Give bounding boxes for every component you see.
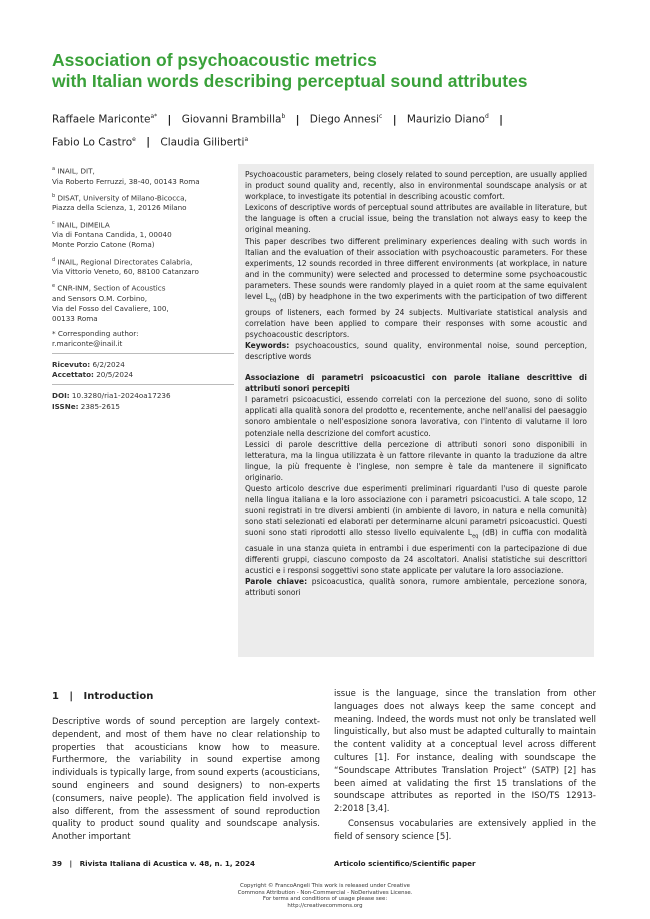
abstract-it-title: Associazione di parametri psicoacustici con parole italiane descrittive di attributi sonori percepiti [245, 373, 587, 394]
affiliations-column [52, 164, 234, 416]
copyright-line: Commons Attribution - Non-Commercial - NoDerivatives License. [237, 889, 413, 896]
keywords-it [245, 576, 587, 598]
affiliation-line: Monte Porzio Catone (Roma) [52, 240, 155, 250]
received-label: Ricevuto: [52, 360, 91, 369]
corresponding-author [52, 329, 234, 349]
abstract-en-p3 [245, 236, 587, 340]
affiliation-a [52, 164, 234, 187]
author-sup: b [281, 113, 286, 120]
author-sup: a [244, 135, 249, 143]
abstract-it-p1: I parametri psicoacustici, essendo correlati con la percezione del suono, sono di solito applicati alla qualità sonora del prodotto e, recentemente, anche nell'analisi del paesaggio sonoro ambientale o nell'esposizione sonora lavorativa, con l'intento di valutarne il loro potenziale nella descrizione del comfort acustico. [245, 395, 587, 438]
doi-label: DOI: [52, 391, 70, 401]
affiliation-sup: e [52, 283, 56, 290]
author-separator: | [167, 113, 172, 126]
affiliation-line: Via del Fosso del Cavaliere, 100, [52, 304, 169, 314]
copyright-line: Copyright © FrancoAngeli This work is released under Creative [239, 883, 410, 889]
abstract-en-p2: Lexicons of descriptive words of perceptual sound attributes are available in literature, but the language is often a crucial issue, being the translation not always easy to keep the original meaning. [245, 203, 587, 235]
author-sup: e [132, 135, 136, 143]
abstract-box [238, 164, 594, 657]
affiliation-line: INAIL, DIT, [57, 166, 95, 176]
author-separator: | [499, 113, 503, 126]
body-column-2 [334, 688, 596, 844]
affiliation-c [52, 218, 234, 251]
copyright-line: For terms and conditions of usage please see: [262, 896, 388, 903]
affiliation-d [52, 255, 234, 278]
corresponding-email[interactable]: r.mariconte@inail.it [52, 338, 123, 348]
author-name: Fabio Lo Castro [52, 136, 133, 148]
divider [52, 384, 234, 385]
keywords-text: psychoacoustics, sound quality, environmental noise, sound perception, descriptive words [245, 340, 587, 361]
author-name: Raffaele Mariconte [52, 113, 151, 126]
author-name: Diego Annesi [309, 113, 380, 126]
affiliation-line: Piazza della Scienza, 1, 20126 Milano [52, 203, 187, 213]
author-sup: a* [150, 113, 158, 120]
title-line-2: with Italian words describing perceptual sound attributes [52, 71, 528, 91]
keywords-label: Parole chiave: [245, 577, 308, 587]
abstract-it-p3 [245, 483, 587, 576]
subscript: eq [472, 533, 479, 540]
affiliation-line: INAIL, Regional Directorates Calabria, [57, 256, 193, 266]
affiliation-line: 00133 Roma [52, 314, 98, 324]
affiliation-sup: b [52, 192, 56, 199]
author-separator: | [295, 113, 300, 126]
body-paragraph: issue is the language, since the translation from other languages does not always keep the same concept and meaning. Indeed, the words must not only be translated well linguistically, but also must be adapted culturally to maintain the content validity at a conceptual level across different cultures [1]. For instance, dealing with soundscape the “Soundscape Attributes Translation Project” (SATP) [2] has been aimed at validating the first 15 translations of the soundscape attributes as reported in the ISO/TS 12913-2:2018 [3,4]. [334, 689, 596, 815]
abstract-text: (dB) by headphone in the two experiments with the participation of two different groups of listeners, each formed by 24 subjects. Multivariate statistical analysis and correlation have been applied to compare their responses with some acoustic and psychoacoustic descriptors. [245, 292, 587, 339]
abstract-text: This paper describes two different preliminary experiences dealing with such words in Italian and the evaluation of their association with psychoacoustic parameters. For these experiments, 12 sounds recorded in three different environments (at workplace, in nature and in the community) were selected and processed to determine some psychoacoustic parameters. These sounds were randomly played in a quiet room at the same equivalent level L [245, 236, 587, 302]
title-line-1: Association of psychoacoustic metrics [52, 50, 377, 70]
section-heading: 1 | Introduction [52, 691, 154, 702]
keywords-label: Keywords: [245, 340, 290, 350]
accepted-label: Accettato: [52, 370, 94, 380]
affiliation-line: Via Roberto Ferruzzi, 38-40, 00143 Roma [52, 176, 200, 186]
license-link[interactable]: http://creativecommons.org [287, 902, 363, 909]
issn-label: ISSNe: [52, 401, 79, 411]
doi-value[interactable]: 10.3280/ria1-2024oa17236 [71, 391, 171, 401]
keywords-text: psicoacustica, qualità sonora, rumore ambientale, percezione sonora, attributi sonori [245, 577, 587, 598]
author-separator: | [392, 113, 397, 126]
affiliation-b [52, 191, 234, 214]
corresponding-label: * Corresponding author: [52, 328, 139, 338]
body-column-1 [52, 716, 320, 844]
body-paragraph: Descriptive words of sound perception are largely context-dependent, and most of them have no clear relationship to properties that acousticians know how to measure. Furthermore, the variability in sound expertise among individuals is typically large, from sound experts (acousticians, sound engineers and sound designers) to non-experts (consumers, naive people). The application field involved is also different, from the assessment of sound reproduction quality to product sound quality and soundscape analysis. Another important [52, 717, 320, 843]
accepted-date: 20/5/2024 [96, 370, 134, 380]
received-date: 6/2/2024 [92, 360, 125, 369]
affiliation-sup: d [52, 256, 56, 263]
author-name: Claudia Giliberti [160, 136, 245, 148]
divider [52, 353, 234, 354]
affiliation-line: and Sensors O.M. Corbino, [52, 293, 148, 303]
affiliation-e [52, 281, 234, 324]
abstract-text: (dB) in cuffia con modalità casuale in una stanza quieta in entrambi i due esperimenti con la partecipazione di due differenti gruppi, ciascuno composto da 24 ascoltatori. Analisi statistiche sui descrittori acustici e i responsi soggettivi sono state applicate per valutare la loro associazione. [245, 528, 587, 576]
copyright-notice [200, 883, 450, 909]
keywords-en [245, 340, 587, 362]
author-sup: d [484, 113, 489, 120]
dates [52, 360, 234, 380]
author-sup: c [379, 113, 383, 120]
affiliation-line: Via Vittorio Veneto, 60, 88100 Catanzaro [52, 267, 199, 277]
issn-value: 2385-2615 [80, 401, 120, 411]
body-paragraph: Consensus vocabularies are extensively applied in the field of sensory science [5]. [334, 818, 596, 842]
affiliation-line: INAIL, DIMEILA [57, 219, 110, 229]
abstract-en-p1: Psychoacoustic parameters, being closely related to sound perception, are usually applied in product sound quality and, recently, also in environmental soundscape analysis or at workplace, to investigate its potential in describing acoustic comfort. [245, 170, 587, 202]
footer-article-type: Articolo scientifico/Scientific paper [334, 859, 476, 868]
abstract-it-p2: Lessici di parole descrittive della percezione di attributi sonori sono disponibili in letteratura, ma la lingua utilizzata è un fattore rilevante in quanto la traduzione da altre lingue, la più frequente è l'inglese, non sempre è tale da mantenere il significato originario. [245, 439, 587, 482]
author-name: Giovanni Brambilla [181, 113, 282, 126]
author-name: Maurizio Diano [406, 113, 485, 126]
affiliation-sup: a [52, 166, 56, 172]
affiliation-line: DISAT, University of Milano-Bicocca, [57, 193, 187, 203]
identifiers [52, 391, 234, 411]
abstract-text: Questo articolo descrive due esperimenti preliminari riguardanti l'uso di queste parole nella lingua italiana e la loro associazione con i parametri psicoacustici. A tale scopo, 12 suoni registrati in tre diversi ambienti (in ambiente di lavoro, in natura e nella comunità) sono stati selezionati ed elaborati per determinarne alcuni parametri psicoacustici. Questi suoni sono stati riprodotti allo stesso livello equivalente L [245, 484, 587, 538]
affiliation-line: CNR-INM, Section of Acoustics [57, 283, 166, 293]
subscript: eq [269, 297, 277, 304]
affiliation-line: Via di Fontana Candida, 1, 00040 [52, 230, 172, 240]
footer-journal: 39 | Rivista Italiana di Acustica v. 48, n. 1, 2024 [52, 859, 256, 868]
author-separator: | [146, 136, 151, 148]
affiliation-sup: c [52, 219, 55, 226]
author-list [52, 107, 612, 152]
paper-title [52, 50, 612, 92]
